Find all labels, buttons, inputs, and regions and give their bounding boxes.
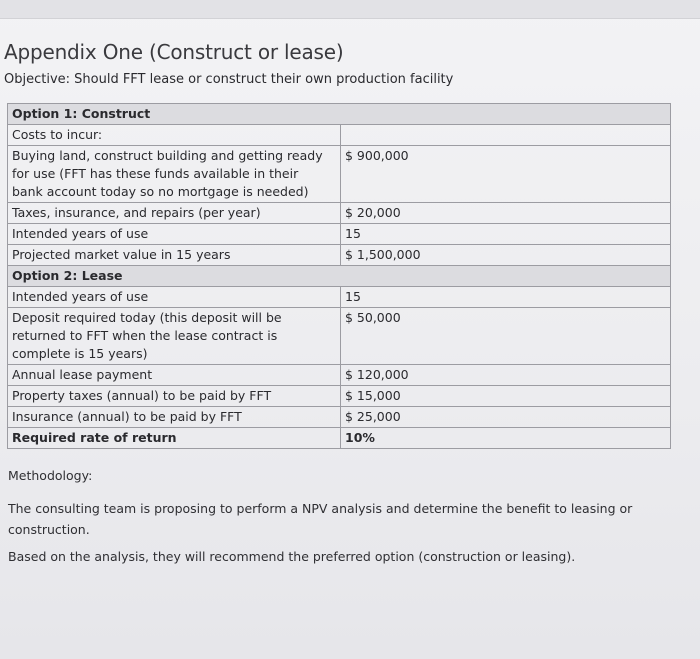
deposit-line-2: returned to FFT when the lease contract is xyxy=(12,328,278,343)
property-taxes-value: $ 15,000 xyxy=(341,386,671,407)
table-row xyxy=(8,407,671,428)
required-rate-label: Required rate of return xyxy=(8,428,341,449)
option1-header: Option 1: Construct xyxy=(8,104,671,125)
methodology-paragraph-1: The consulting team is proposing to perform a NPV analysis and determine the benefit to leasing or construction. xyxy=(8,501,633,537)
table-row xyxy=(8,245,671,266)
required-rate-value: 10% xyxy=(341,428,671,449)
top-cropped-strip xyxy=(0,0,700,19)
taxes-value: $ 20,000 xyxy=(341,203,671,224)
land-construction-label xyxy=(8,146,341,203)
table-row xyxy=(8,203,671,224)
deposit-value: $ 50,000 xyxy=(341,308,671,365)
insurance-value: $ 25,000 xyxy=(341,407,671,428)
annual-lease-value: $ 120,000 xyxy=(341,365,671,386)
objective-text: Objective: Should FFT lease or construct their own production facility xyxy=(4,72,454,87)
table-row xyxy=(8,308,671,365)
land-line-1: Buying land, construct building and getting ready xyxy=(12,148,323,163)
table-row xyxy=(8,287,671,308)
table-row xyxy=(8,266,671,287)
market-value-value: $ 1,500,000 xyxy=(341,245,671,266)
intended-years-label: Intended years of use xyxy=(8,224,341,245)
lease-years-label: Intended years of use xyxy=(8,287,341,308)
methodology-heading: Methodology: xyxy=(8,468,93,483)
costs-to-incur-label: Costs to incur: xyxy=(8,125,341,146)
annual-lease-label: Annual lease payment xyxy=(8,365,341,386)
table-row xyxy=(8,146,671,203)
table-row xyxy=(8,386,671,407)
property-taxes-label: Property taxes (annual) to be paid by FFT xyxy=(8,386,341,407)
intended-years-value: 15 xyxy=(341,224,671,245)
table-row xyxy=(8,104,671,125)
deposit-line-3: complete is 15 years) xyxy=(12,346,148,361)
methodology-paragraph-2: Based on the analysis, they will recommend the preferred option (construction or leasing). xyxy=(8,549,576,564)
table-row xyxy=(8,224,671,245)
lease-years-value: 15 xyxy=(341,287,671,308)
land-line-3: bank account today so no mortgage is needed) xyxy=(12,184,309,199)
land-construction-value: $ 900,000 xyxy=(341,146,671,203)
table-row xyxy=(8,365,671,386)
insurance-label: Insurance (annual) to be paid by FFT xyxy=(8,407,341,428)
table-row xyxy=(8,125,671,146)
costs-to-incur-value xyxy=(341,125,671,146)
market-value-label: Projected market value in 15 years xyxy=(8,245,341,266)
land-line-2: for use (FFT has these funds available in their xyxy=(12,166,299,181)
option2-header: Option 2: Lease xyxy=(8,266,671,287)
page-title: Appendix One (Construct or lease) xyxy=(4,40,344,64)
deposit-label xyxy=(8,308,341,365)
deposit-line-1: Deposit required today (this deposit will be xyxy=(12,310,282,325)
taxes-label: Taxes, insurance, and repairs (per year) xyxy=(8,203,341,224)
table-row xyxy=(8,428,671,449)
appendix-table xyxy=(7,103,671,449)
